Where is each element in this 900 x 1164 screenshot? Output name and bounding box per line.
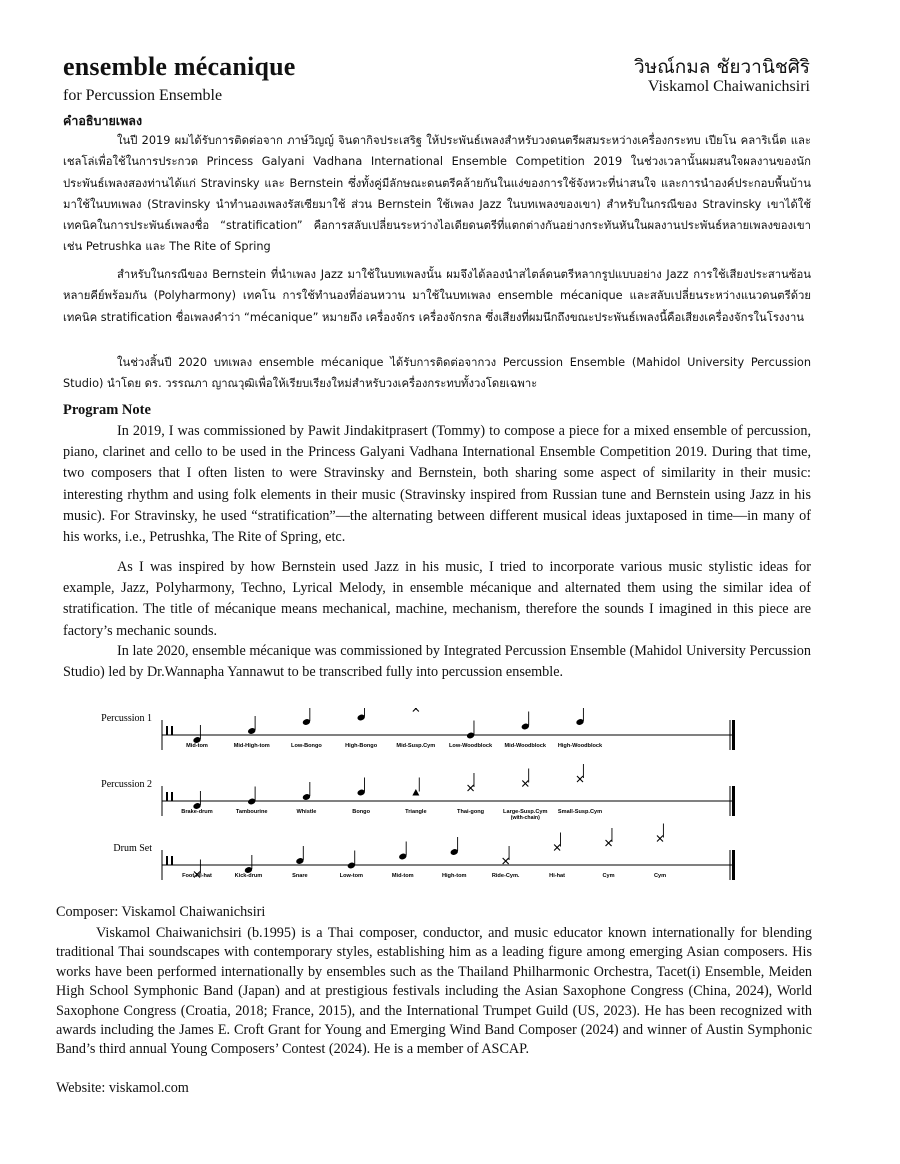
note-instrument-label: Cym [602,873,615,879]
percussion-clef-bar [171,856,173,865]
program-note-heading: Program Note [63,402,151,418]
program-note-paragraph-3 [63,641,811,683]
note-instrument-label: Mid-tom [186,743,208,749]
note-instrument-label: Hi-hat [549,873,566,879]
program-note-text-3: In late 2020, ensemble mécanique was commissioned by Integrated Percussion Ensemble (Mahidol University Percussion Studio) led by Dr.Wannapha Yannawut to be transcribed fully into percussion ensemble. [63,643,811,681]
note-instrument-label: Foot-Hi-hat [182,873,212,879]
percussion-clef-bar [166,726,168,735]
program-note-text-1: In 2019, I was commissioned by Pawit Jindakitprasert (Tommy) to compose a piece for a mixed ensemble of percussion, piano, clarinet and cello to be used in the Princess Galyani Vadhana International Ensemble Competition 2019. During that time, two composers that I often listen to were Stravinsky and Bernstein, both sharing some aspect of similarity in their music: interesting rhythm and using folk elements in their music (Stravinsky inspired from Russian tune and Bernstein using Jazz in his music). For Stravinsky, he used “stratification”—the alternating between different musical ideas juxtaposed in time—in many of his works, i.e., Petrushka, The Rite of Spring, etc. [63,423,811,546]
program-note-text-2: As I was inspired by how Bernstein used Jazz in his music, I tried to incorporate various music stylistic ideas for example, Jazz, Polyharmony, Techno, Lyrical Melody, in ensemble mécanique and alternated them using the similar idea of stratification. The title of mécanique means mechanical, machine, mechanism, therefore the sounds I imagined in this piece are factory’s mechanic sounds. [63,559,811,639]
note-instrument-label: Low-tom [339,873,363,879]
note-instrument-label: Mid-High-tom [233,743,270,749]
note-instrument-label: Snare [292,873,308,879]
note-instrument-label: Ride-Cym. [491,873,520,879]
thai-note-paragraph-3 [63,352,811,395]
instrument-notation-key [90,708,750,888]
note-instrument-label: High-Woodblock [557,743,603,749]
note-instrument-sublabel: (with-chain) [510,815,540,821]
percussion-clef-bar [171,726,173,735]
composer-name-english: Viskamol Chaiwanichsiri [647,78,810,95]
note-instrument-label: Small-Susp.Cym [557,809,603,815]
note-instrument-label: Large-Susp.Cym [503,809,548,815]
composer-name-thai: วิษณ์กมล ชัยวานิชศิริ [633,56,810,78]
percussion-clef-bar [166,856,168,865]
note-instrument-label: Brake-drum [181,809,213,815]
website: Website: viskamol.com [56,1080,189,1096]
staff-instrument-label: Percussion 2 [101,779,152,790]
bio-text: Viskamol Chaiwanichsiri (b.1995) is a Thai composer, conductor, and music educator known internationally for blending traditional Thai soundscapes with contemporary styles, establishing him as a leading figure among emerging Asian composers. His works have been performed internationally by ensembles such as the Thailand Philharmonic Orchestra, Tacet(i) Ensemble, Meiden High School Symphonic Band (Japan) and at prestigious festivals including the Asian Saxophone Congress (China, 2024), World Saxophone Congress (Croatia, 2018; France, 2015), and the International Trumpet Guild (US, 2023). He has been recognized with awards including the James E. Croft Grant for Young and Emerging Wind Band Composer (2024) and winner of Austin Symphonic Band’s third annual Young Composers’ Contest (2024). He is a member of ASCAP. [56,925,812,1058]
percussion-clef-bar [166,792,168,801]
notehead-triangle [412,789,419,796]
note-instrument-label: Mid-Woodblock [504,743,547,749]
staff-instrument-label: Percussion 1 [101,713,152,724]
staff-instrument-label: Drum Set [113,843,152,854]
note-instrument-label: Whistle [296,809,317,815]
note-instrument-label: Low-Woodblock [449,743,493,749]
note-instrument-label: High-tom [441,873,467,879]
note-instrument-label: High-Bongo [345,743,378,749]
note-instrument-label: Mid-Susp.Cym [396,743,436,749]
thai-note-text-2: สำหรับในกรณีของ Bernstein ที่นำเพลง Jazz มาใช้ในบทเพลงนั้น ผมจึงได้ลองนำสไตล์ดนตรีหลากรูปแบบอย่าง Jazz การใช้เสียงประสานซ้อนหลายคีย์พร้อมกัน (Polyharmony) เทคโน การใช้ทำนองที่อ่อนหวาน มาใช้ในบทเพลง ensemble mécanique และสลับเปลี่ยนระหว่างแนวดนตรีด้วยเทคนิค stratification ชื่อเพลงคำว่า “mécanique” หมายถึง เครื่องจักร เครื่องจักรกล ซึ่งเสียงที่ผมนึกถึงขณะประพันธ์เพลงนี้คือเสียงเครื่องจักรในโรงงาน [63,268,811,324]
thai-note-text-1: ในปี 2019 ผมได้รับการติดต่อจาก ภาษ์วิญญ์ จินดากิจประเสริฐ ให้ประพันธ์เพลงสำหรับวงดนตรีผสมระหว่างเครื่องกระทบ เปียโน คลาริเน็ต และ เชลโล่เพื่อใช้ในการประกวด Princess Galyani Vadhana International Ensemble Competition 2019 ในช่วงเวลานั้นผมสนใจผลงานของนักประพันธ์เพลงสองท่านได้แก่ Stravinsky และ Bernstein ซึ่งทั้งคู่มีลักษณะดนตรีคล้ายกันในแง่ของการใช้จังหวะที่น่าสนใจ และการนำองค์ประกอบพื้นบ้านมาใช้ในบทเพลง (Stravinsky นำทำนองเพลงรัสเซียมาใช้ ส่วน Bernstein ใช้เพลง Jazz ในบทเพลงของเขา) สำหรับในกรณีของ Stravinsky เขาได้ใช้เทคนิคในการประพันธ์เพลงชื่อ “stratification” คือการสลับเปลี่ยนระหว่างไอเดียดนตรีที่แตกต่างกันอย่างกระทันหันในผลงานประพันธ์หลายเพลงของเขา เช่น Petrushka และ The Rite of Spring [63,134,811,254]
thai-note-text-3: ในช่วงสิ้นปี 2020 บทเพลง ensemble mécanique ได้รับการติดต่อจากวง Percussion Ensemble (Mahidol University Percussion Studio) นำโดย ดร. วรรณภา ญาณวุฒิเพื่อให้เรียบเรียงใหม่สำหรับวงเครื่องกระทบทั้งวงโดยเฉพาะ [63,356,811,391]
note-instrument-label: Cym [653,873,667,879]
thai-note-paragraph-1 [63,130,811,258]
note-instrument-label: Tambourine [235,809,268,815]
note-instrument-label: Triangle [405,809,427,815]
final-barline-thick [732,786,735,816]
final-barline-thick [732,850,735,880]
program-note-paragraph-2 [63,557,811,642]
program-note-paragraph-1 [63,421,811,548]
note-instrument-label: Thai-gong [457,809,485,815]
percussion-clef-bar [171,792,173,801]
piece-title: ensemble mécanique [63,52,296,81]
note-instrument-label: Mid-tom [391,873,414,879]
bio-heading: Composer: Viskamol Chaiwanichsiri [56,904,266,920]
piece-subtitle: for Percussion Ensemble [63,87,223,104]
final-barline-thick [732,720,735,750]
note-instrument-label: Kick-drum [234,873,263,879]
note-instrument-label: Low-Bongo [291,743,322,749]
thai-note-heading: คำอธิบายเพลง [63,113,143,128]
thai-note-paragraph-2 [63,264,811,328]
note-instrument-label: Bongo [352,809,371,815]
